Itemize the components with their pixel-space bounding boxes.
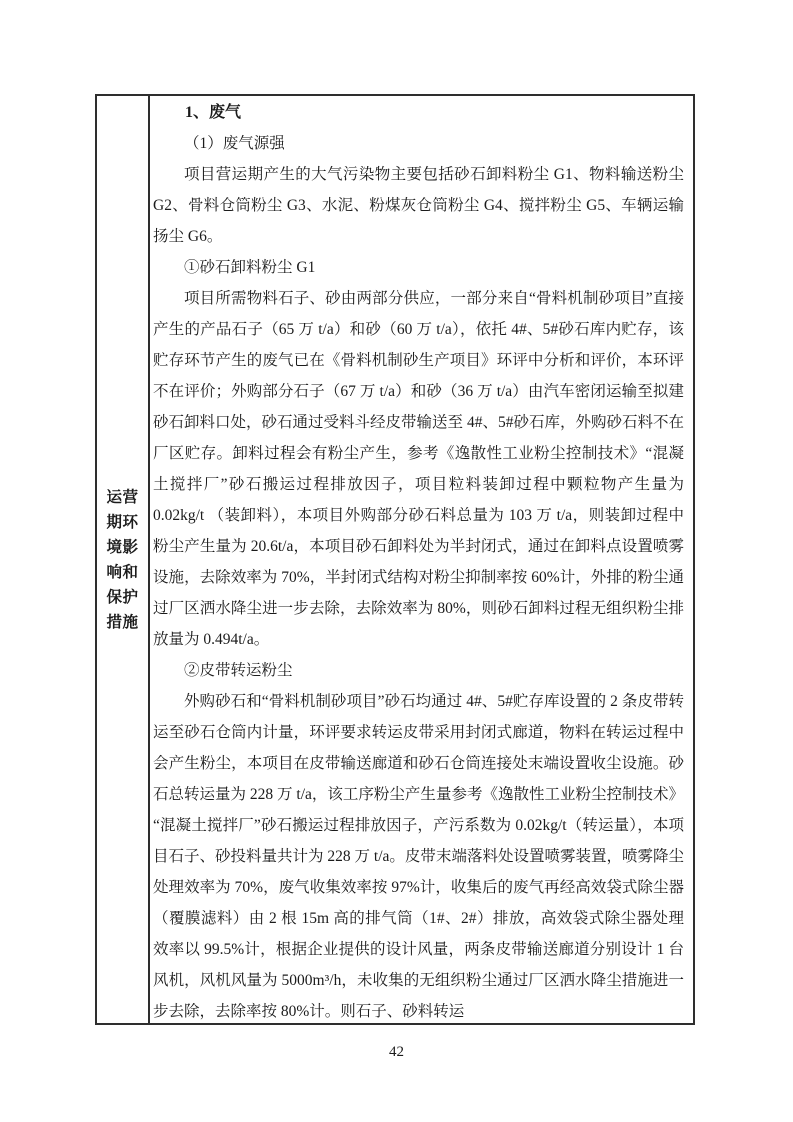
subsection-heading: （1）废气源强 [184,135,285,152]
item-heading-unloading-dust: ①砂石卸料粉尘 G1 [184,259,316,276]
table-row-header-cell [97,96,150,1023]
table-content-cell [150,96,693,1023]
paragraph-unloading-dust: 项目所需物料石子、砂由两部分供应，一部分来自“骨料机制砂项目”直接产生的产品石子（65 万 t/a）和砂（60 万 t/a），依托 4#、5#砂石库内贮存，该贮存环节产生的废气已在《骨料机制砂生产项目》环评中分析和评价，本环评不在评价；外购部分石子（67 万 t/a）和砂（36 万 t/a）由汽车密闭运输至拟建砂石卸料口处，砂石通过受料斗经皮带输送至 4#、5#砂石库，外购砂石料不在厂区贮存。卸料过程会有粉尘产生，参考《逸散性工业粉尘控制技术》“混凝土搅拌厂”砂石搬运过程排放因子，项目粒料装卸过程中颗粒物产生量为 0.02kg/t （装卸料），本项目外购部分砂石料总量为 103 万 t/a，则装卸过程中粉尘产生量为 20.6t/a，本项目砂石卸料处为半封闭式，通过在卸料点设置喷雾设施，去除效率为 70%，半封闭式结构对粉尘抑制率按 60%计，外排的粉尘通过厂区洒水降尘进一步去除，去除效率为 80%，则砂石卸料过程无组织粉尘排放量为 0.494t/a。 [153,290,684,648]
paragraph-belt-transfer-dust: 外购砂石和“骨料机制砂项目”砂石均通过 4#、5#贮存库设置的 2 条皮带转运至砂石仓筒内计量，环评要求转运皮带采用封闭式廊道，物料在转运过程中会产生粉尘，本项目在皮带输送廊道和砂石仓筒连接处末端设置收尘设施。砂石总转运量为 228 万 t/a，该工序粉尘产生量参考《逸散性工业粉尘控制技术》“混凝土搅拌厂”砂石搬运过程排放因子，产污系数为 0.02kg/t（转运量），本项目石子、砂投料量共计为 228 万 t/a。皮带末端落料处设置喷雾装置，喷雾降尘处理效率为 70%，废气收集效率按 97%计，收集后的废气再经高效袋式除尘器（覆膜滤料）由 2 根 15m 高的排气筒（1#、2#）排放，高效袋式除尘器处理效率以 99.5%计，根据企业提供的设计风量，两条皮带输送廊道分别设计 1 台风机，风机风量为 5000m³/h，未收集的无组织粉尘通过厂区洒水降尘措施进一步去除，去除率按 80%计。则石子、砂料转运 [153,693,684,1020]
paragraph-pollutant-overview: 项目营运期产生的大气污染物主要包括砂石卸料粉尘 G1、物料输送粉尘 G2、骨料仓筒粉尘 G3、水泥、粉煤灰仓筒粉尘 G4、搅拌粉尘 G5、车辆运输扬尘 G6。 [153,166,684,245]
page-number: 42 [389,1044,404,1060]
section-heading: 1、废气 [185,104,242,121]
row-header-label: 运营期环境影响和保护措施 [106,488,139,631]
item-heading-belt-transfer-dust: ②皮带转运粉尘 [184,662,293,679]
report-table [95,94,695,1025]
